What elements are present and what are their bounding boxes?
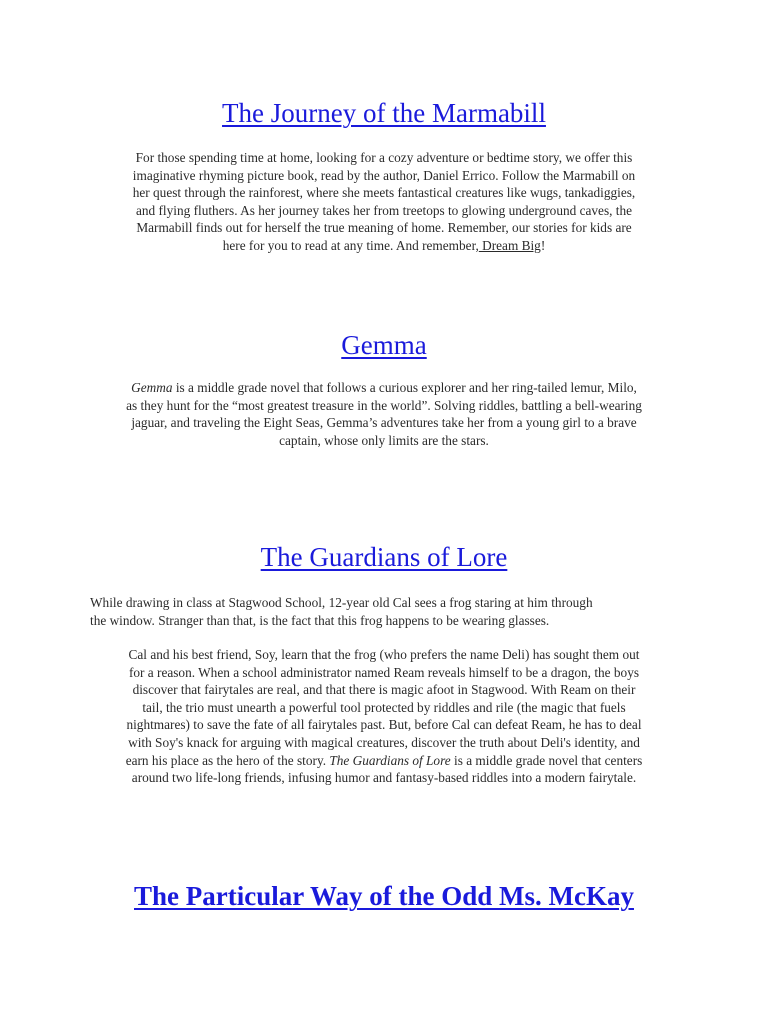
guardians-p2-line: with Soy's knack for arguing with magical creatures, discover the truth about Deli's identity, and: [128, 734, 640, 750]
guardians-p1-line: the window. Stranger than that, is the fact that this frog happens to be wearing glasses.: [90, 612, 550, 628]
gemma-description: [60, 379, 708, 449]
marmabill-line: For those spending time at home, looking for a cozy adventure or bedtime story, we offer this: [135, 150, 633, 165]
guardians-paragraph-1: [90, 594, 690, 629]
dream-big-link[interactable]: Dream Big: [478, 237, 541, 253]
exclamation-text: !: [540, 237, 546, 253]
mckay-heading-link[interactable]: The Particular Way of the Odd Ms. McKay: [134, 881, 634, 911]
guardians-heading-link[interactable]: The Guardians of Lore: [260, 542, 508, 572]
guardians-line7-post: is a middle grade novel that centers: [450, 752, 643, 768]
marmabill-heading-link[interactable]: The Journey of the Marmabill: [222, 98, 546, 128]
guardians-p1-line: While drawing in class at Stagwood School, 12-year old Cal sees a frog staring at him through: [90, 595, 593, 610]
marmabill-line: her quest through the rainforest, where she meets fantastical creatures like wugs, tankadiggies,: [132, 185, 636, 201]
gemma-italic-title: Gemma: [131, 380, 173, 395]
marmabill-description: [60, 149, 708, 255]
guardians-paragraph-2: [60, 646, 708, 787]
guardians-p2-line: Cal and his best friend, Soy, learn that the frog (who prefers the name Deli) has sought them out: [128, 647, 640, 662]
gemma-line: as they hunt for the “most greatest treasure in the world”. Solving riddles, battling a bell-wearing: [126, 397, 642, 413]
guardians-p2-line: tail, the trio must unearth a powerful tool protected by riddles and rile (the magic that fuels: [142, 699, 626, 715]
guardians-p2-line: discover that fairytales are real, and that there is magic afoot in Stagwood. With Ream on their: [132, 682, 636, 698]
guardians-p2-line: around two life-long friends, infusing humor and fantasy-based riddles into a modern fairytale.: [131, 770, 637, 786]
gemma-line: captain, whose only limits are the stars.: [279, 432, 489, 448]
marmabill-last-line-text: here for you to read at any time. And remember,: [222, 237, 479, 253]
guardians-p2-line: [60, 752, 708, 770]
gemma-heading-link[interactable]: Gemma: [341, 330, 427, 360]
marmabill-line: and flying fluthers. As her journey takes her from treetops to glowing underground caves, the: [135, 202, 633, 218]
guardians-line7-pre: earn his place as the hero of the story.: [125, 752, 330, 768]
marmabill-line: Marmabill finds out for herself the true meaning of home. Remember, our stories for kids are: [136, 220, 632, 236]
guardians-p2-line: nightmares) to save the fate of all fairytales past. But, before Cal can defeat Ream, he has to deal: [126, 717, 642, 733]
guardians-p2-line: for a reason. When a school administrator named Ream reveals himself to be a dragon, the boys: [128, 664, 640, 680]
marmabill-last-line: [60, 237, 708, 255]
marmabill-line: imaginative rhyming picture book, read by the author, Daniel Errico. Follow the Marmabill on: [132, 167, 636, 183]
gemma-line: jaguar, and traveling the Eight Seas, Gemma’s adventures take her from a young girl to a brave: [131, 415, 637, 431]
gemma-line1-rest: is a middle grade novel that follows a curious explorer and her ring-tailed lemur, Milo,: [172, 380, 637, 395]
gemma-line: [60, 379, 708, 397]
guardians-italic-title: The Guardians of Lore: [329, 752, 451, 768]
